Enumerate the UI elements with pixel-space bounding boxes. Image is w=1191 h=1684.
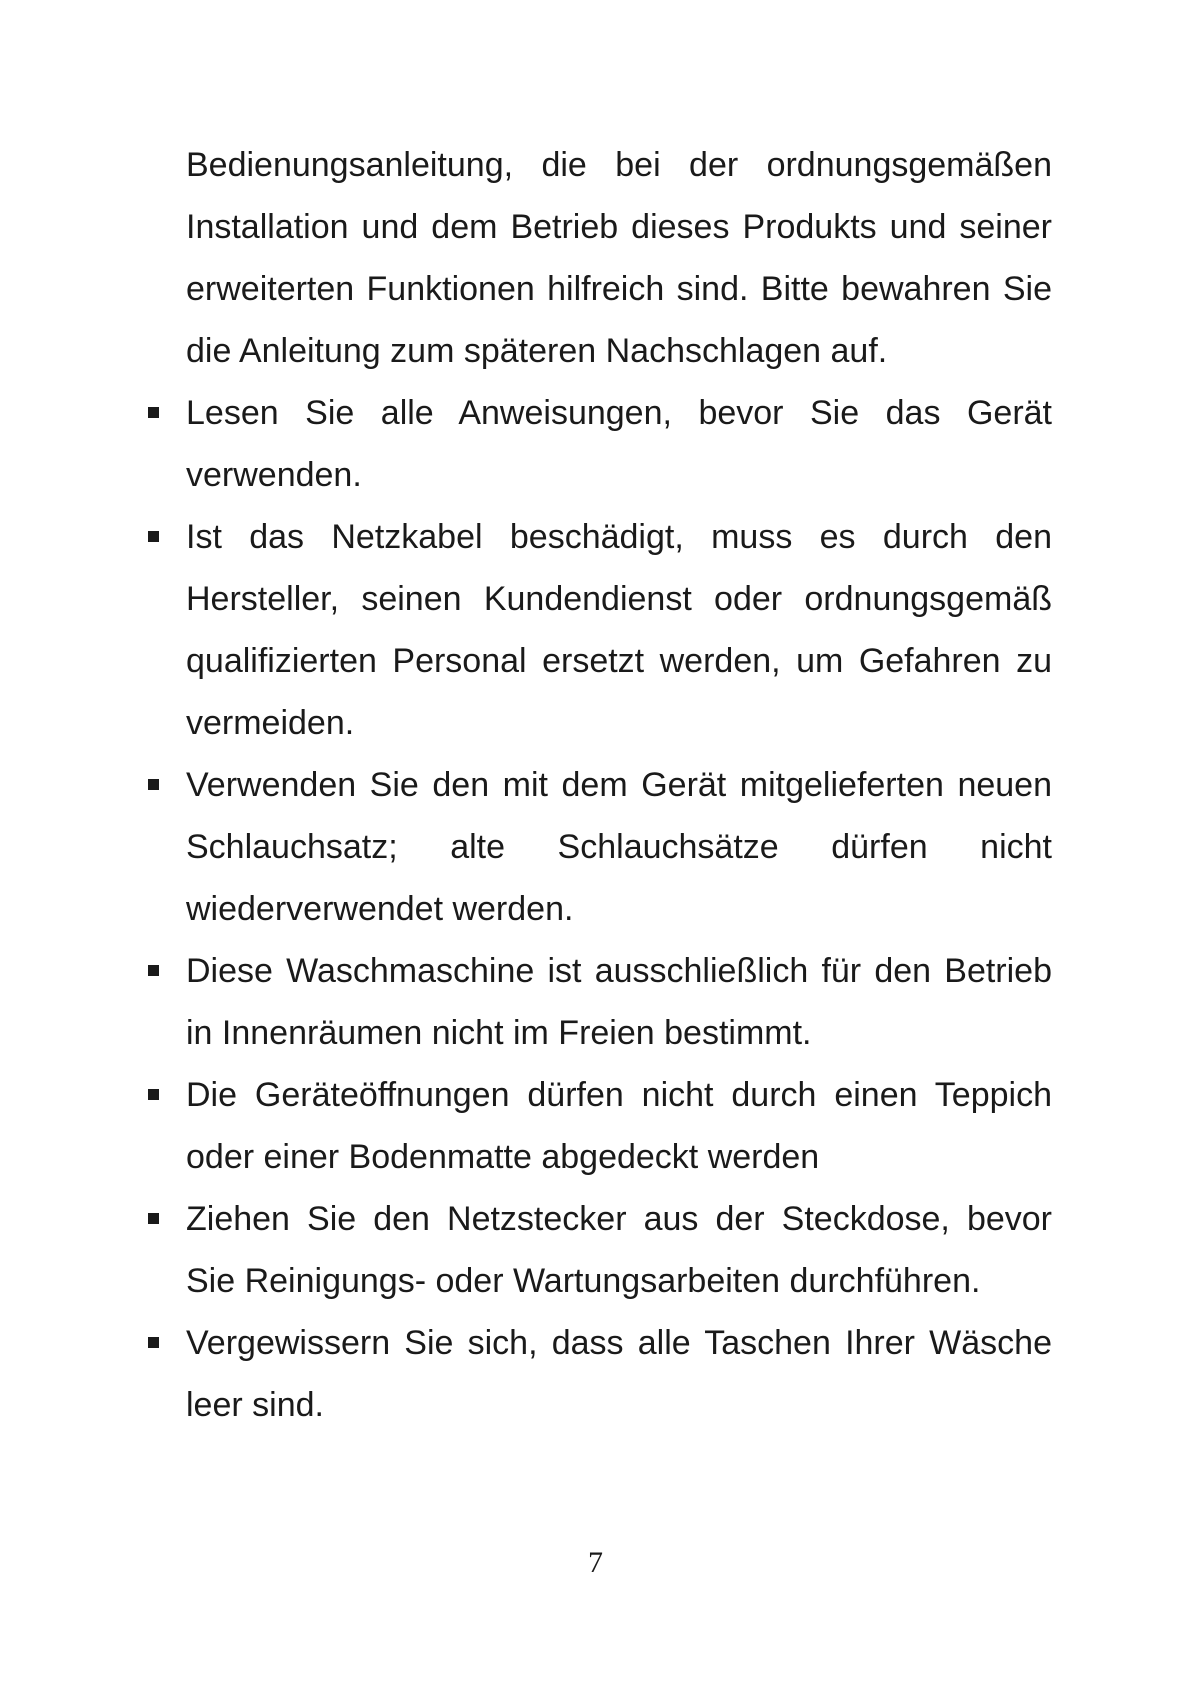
list-item-text: Diese Waschmaschine ist ausschließlich für den Betrieb in Innenräumen nicht im Freien bestimmt. xyxy=(186,952,1052,1052)
page-content xyxy=(186,134,1052,1436)
list-item xyxy=(186,382,1052,506)
square-bullet-icon xyxy=(148,407,159,418)
square-bullet-icon xyxy=(148,965,159,976)
page-number: 7 xyxy=(588,1546,603,1579)
list-item-text: Ziehen Sie den Netzstecker aus der Steckdose, bevor Sie Reinigungs- oder Wartungsarbeiten durchführen. xyxy=(186,1200,1052,1300)
list-item xyxy=(186,1312,1052,1436)
square-bullet-icon xyxy=(148,531,159,542)
square-bullet-icon xyxy=(148,1089,159,1100)
list-item-text: Ist das Netzkabel beschädigt, muss es durch den Hersteller, seinen Kundendienst oder ordnungsgemäß qualifizierten Personal ersetzt werden, um Gefahren zu vermeiden. xyxy=(186,518,1052,742)
list-item-text: Lesen Sie alle Anweisungen, bevor Sie das Gerät verwenden. xyxy=(186,394,1052,494)
intro-paragraph: Bedienungsanleitung, die bei der ordnungsgemäßen Installation und dem Betrieb dieses Produkts und seiner erweiterten Funktionen hilfreich sind. Bitte bewahren Sie die Anleitung zum späteren Nachschlagen auf. xyxy=(186,146,1052,370)
list-item xyxy=(186,1188,1052,1312)
list-item xyxy=(186,754,1052,940)
list-item xyxy=(186,940,1052,1064)
list-item-text: Vergewissern Sie sich, dass alle Taschen Ihrer Wäsche leer sind. xyxy=(186,1324,1052,1424)
square-bullet-icon xyxy=(148,1213,159,1224)
list-item-text: Die Geräteöffnungen dürfen nicht durch einen Teppich oder einer Bodenmatte abgedeckt werden xyxy=(186,1076,1052,1176)
list-item xyxy=(186,1064,1052,1188)
square-bullet-icon xyxy=(148,1337,159,1348)
list-item-text: Verwenden Sie den mit dem Gerät mitgelieferten neuen Schlauchsatz; alte Schlauchsätze dürfen nicht wiederverwendet werden. xyxy=(186,766,1052,928)
list-item xyxy=(186,506,1052,754)
square-bullet-icon xyxy=(148,779,159,790)
